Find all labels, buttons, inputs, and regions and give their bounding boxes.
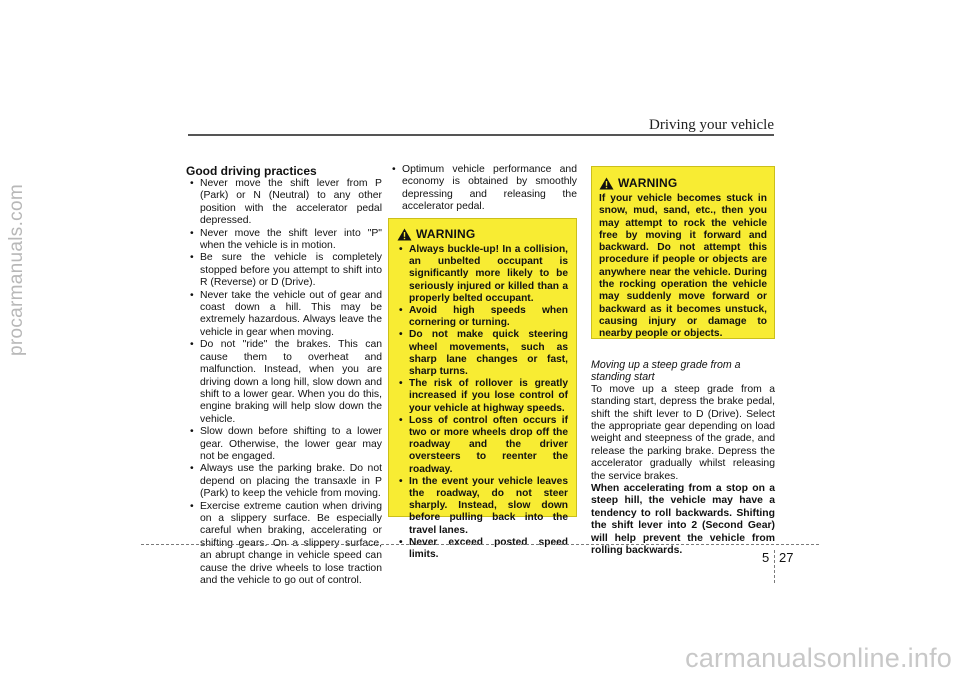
list-item: • Never take the vehicle out of gear and coast down a hill. This may be extremely hazardous. Always leave the vehicle in gear when moving.	[186, 290, 382, 340]
side-watermark-text: procarmanuals.com	[6, 184, 28, 356]
footer-divider	[141, 544, 819, 545]
warning-title: WARNING	[618, 176, 678, 191]
warning-triangle-icon	[599, 177, 614, 190]
page-number-value: 27	[779, 550, 794, 565]
list-item: • Exercise extreme caution when driving on a slippery surface. Be especially careful when braking, accelerating or shifting gears. On a slippery surface, an abrupt change in vehicle speed can cause the drive wheels to lose traction and the vehicle to go out of control.	[186, 501, 382, 588]
list-item: • Be sure the vehicle is completely stopped before you attempt to shift into R (Reverse) or D (Drive).	[186, 252, 382, 289]
warning-item: • Avoid high speeds when cornering or turning.	[397, 305, 568, 329]
page-number-divider	[774, 550, 775, 583]
side-watermark	[2, 140, 32, 400]
warning-list	[397, 244, 568, 561]
warning-header	[599, 177, 767, 190]
list-item: • Never move the shift lever into "P" when the vehicle is in motion.	[186, 228, 382, 253]
page-header-title: Driving your vehicle	[649, 117, 774, 133]
warning-item: • Never exceed posted speed limits.	[397, 537, 568, 561]
warning-item: • The risk of rollover is greatly increased if you lose control of your vehicle at highway speeds.	[397, 378, 568, 415]
performance-list	[388, 164, 577, 214]
warning-title: WARNING	[416, 227, 476, 241]
column-2	[388, 164, 577, 214]
bottom-watermark: carmanualsonline.info	[685, 643, 952, 673]
paragraph: To move up a steep grade from a standing start, depress the brake pedal, shift the shift lever to D (Drive). Select the appropriate gear depending on load weight and steepness of the grade, and release the parking brake. Depress the accelerator gradually whilst releasing the service brakes.	[591, 383, 775, 482]
column-3	[591, 166, 775, 558]
section-heading: Good driving practices	[186, 164, 317, 178]
warning-item: • Do not make quick steering wheel movements, such as sharp lane changes or fast, sharp turns.	[397, 329, 568, 378]
warning-header	[397, 227, 568, 241]
list-item: • Optimum vehicle performance and economy is obtained by smoothly depressing and releasing the accelerator pedal.	[388, 164, 577, 214]
warning-box-safety	[388, 218, 577, 561]
list-item: • Always use the parking brake. Do not depend on placing the transaxle in P (Park) to keep the vehicle from moving.	[186, 463, 382, 500]
column-1	[186, 164, 382, 587]
chapter-number: 5	[762, 550, 770, 565]
warning-item: • In the event your vehicle leaves the roadway, do not steer sharply. Instead, slow down before pulling back into the travel lanes.	[397, 476, 568, 537]
warning-box-stuck	[591, 166, 775, 339]
driving-practices-list	[186, 178, 382, 587]
warning-item: • Loss of control often occurs if two or more wheels drop off the roadway and the driver oversteers to reenter the roadway.	[397, 415, 568, 476]
subsection-heading: Moving up a steep grade from a standing start	[591, 359, 741, 384]
list-item: • Do not "ride" the brakes. This can cause them to overheat and malfunction. Instead, when you are driving down a long hill, slow down and shift to a lower gear. When you do this, engine braking will help slow down the vehicle.	[186, 339, 382, 426]
list-item: • Slow down before shifting to a lower gear. Otherwise, the lower gear may not be engaged.	[186, 426, 382, 463]
bold-paragraph: When accelerating from a stop on a steep hill, the vehicle may have a tendency to roll backwards. Shifting the shift lever into 2 (Second Gear) will help prevent the vehicle from rolling backwards.	[591, 483, 775, 557]
warning-text: If your vehicle becomes stuck in snow, mud, sand, etc., then you may attempt to rock the vehicle free by moving it forward and backward. Do not attempt this procedure if people or objects are anywhere near the vehicle. During the rocking operation the vehicle may suddenly move forward or backward as it becomes unstuck, causing injury or damage to nearby people or objects.	[599, 193, 767, 340]
header-rule	[188, 134, 774, 136]
warning-triangle-icon	[397, 228, 412, 241]
list-item: • Never move the shift lever from P (Park) or N (Neutral) to any other position with the accelerator pedal depressed.	[186, 178, 382, 228]
warning-item: • Always buckle-up! In a collision, an unbelted occupant is significantly more likely to be seriously injured or killed than a properly belted occupant.	[397, 244, 568, 305]
